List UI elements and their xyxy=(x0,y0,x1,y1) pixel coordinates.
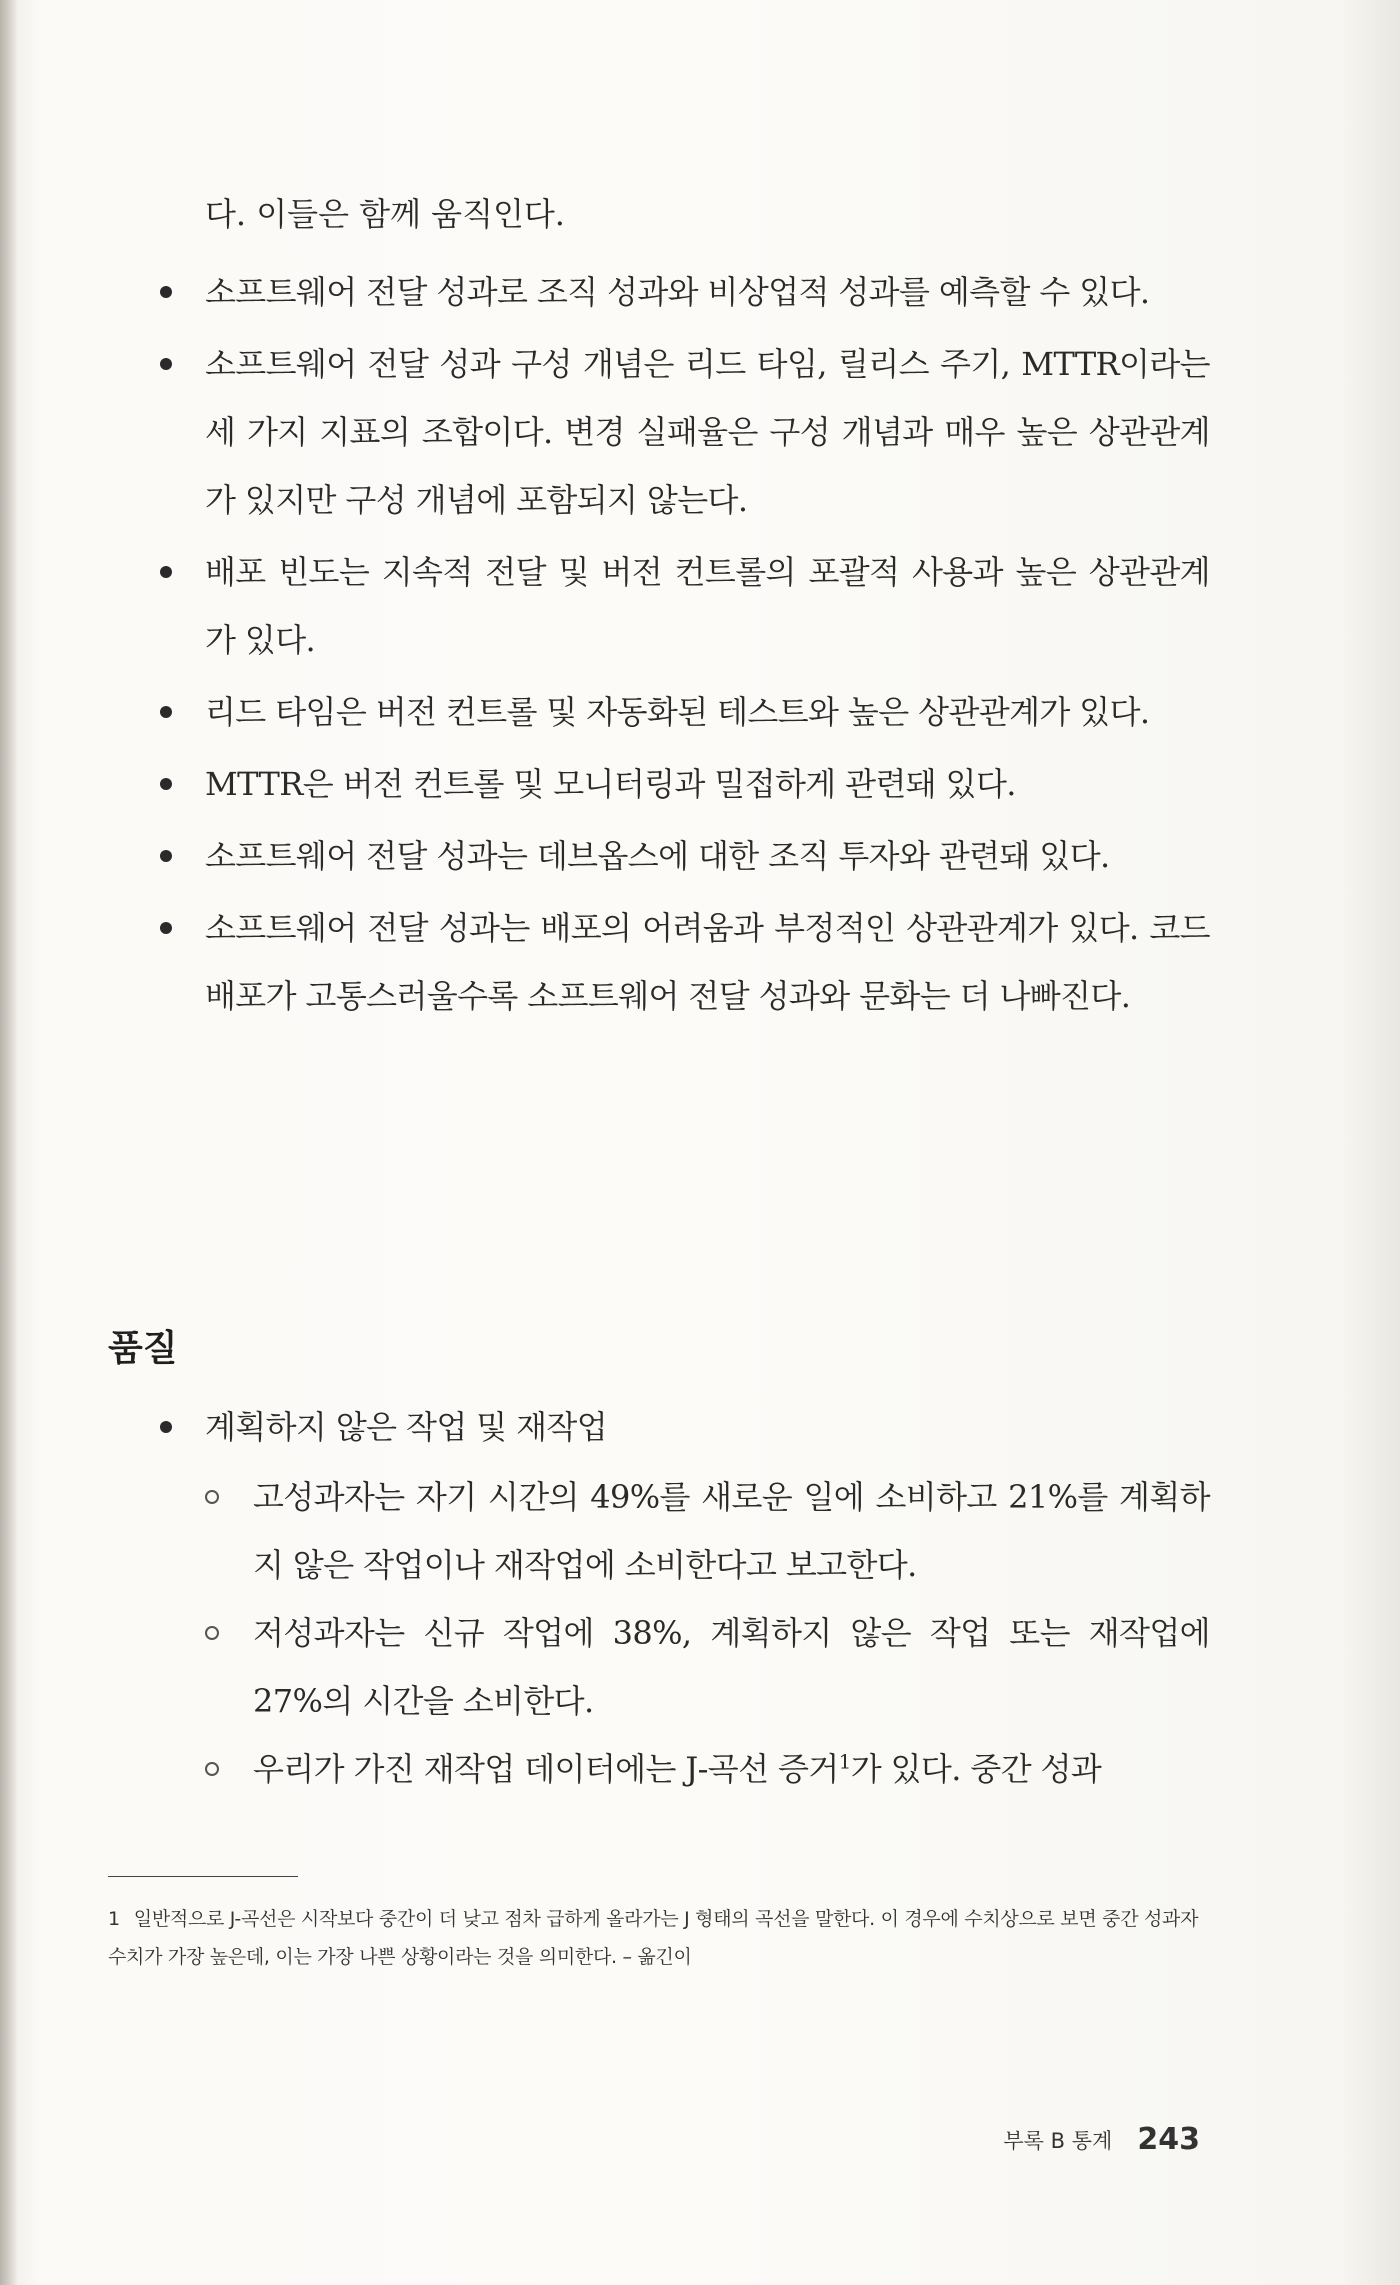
section-heading: 품질 xyxy=(108,1328,178,1369)
list-item xyxy=(150,822,1210,890)
footnote xyxy=(108,1900,1208,1976)
continuation-text: 다. 이들은 함께 움직인다. xyxy=(205,195,565,233)
bullet-dot-icon xyxy=(160,1421,172,1433)
bullet-dot-icon xyxy=(160,286,172,298)
sub-item-text-continued: 가 있다. 중간 성과 xyxy=(850,1750,1102,1788)
spine-shadow xyxy=(0,0,18,2285)
hollow-bullet-icon xyxy=(205,1626,219,1640)
bullet-text: 소프트웨어 전달 성과로 조직 성과와 비상업적 성과를 예측할 수 있다. xyxy=(205,273,1150,311)
quality-bullet-list xyxy=(150,1393,1210,1803)
bullet-text: 소프트웨어 전달 성과 구성 개념은 리드 타임, 릴리스 주기, MTTR이라는 세 가지 지표의 조합이다. 변경 실패율은 구성 개념과 매우 높은 상관관계가 있지만 구성 개념에 포함되지 않는다. xyxy=(205,345,1210,519)
bullet-text: 리드 타임은 버전 컨트롤 및 자동화된 테스트와 높은 상관관계가 있다. xyxy=(205,693,1150,731)
list-item xyxy=(150,678,1210,746)
hollow-bullet-icon xyxy=(205,1762,219,1776)
list-item xyxy=(150,538,1210,674)
sub-list-item xyxy=(205,1599,1210,1735)
list-item xyxy=(150,330,1210,534)
result-bullet-list xyxy=(150,258,1210,1030)
page-number: 243 xyxy=(1137,2122,1200,2157)
bullet-dot-icon xyxy=(160,358,172,370)
list-item xyxy=(150,750,1210,818)
sub-list-item xyxy=(205,1735,1210,1803)
list-item xyxy=(150,1393,1210,1803)
footnote-reference[interactable]: 1 xyxy=(838,1749,851,1774)
bullet-text: 계획하지 않은 작업 및 재작업 xyxy=(205,1408,608,1446)
bullet-dot-icon xyxy=(160,566,172,578)
footnote-text: 일반적으로 J-곡선은 시작보다 중간이 더 낮고 점차 급하게 올라가는 J 형태의 곡선을 말한다. 이 경우에 수치상으로 보면 중간 성과자 수치가 가장 높은데, 이는 가장 나쁜 상황이라는 것을 의미한다. – 옮긴이 xyxy=(108,1908,1199,1968)
bullet-dot-icon xyxy=(160,778,172,790)
sub-item-text: 고성과자는 자기 시간의 49%를 새로운 일에 소비하고 21%를 계획하지 않은 작업이나 재작업에 소비한다고 보고한다. xyxy=(253,1478,1210,1584)
bullet-dot-icon xyxy=(160,850,172,862)
list-item xyxy=(150,894,1210,1030)
footnote-number: 1 xyxy=(108,1908,120,1930)
hollow-bullet-icon xyxy=(205,1490,219,1504)
sub-list-item xyxy=(205,1463,1210,1599)
chapter-label: 부록 B 통계 xyxy=(1003,2128,1113,2153)
bullet-text: 배포 빈도는 지속적 전달 및 버전 컨트롤의 포괄적 사용과 높은 상관관계가 있다. xyxy=(205,553,1210,659)
sub-list xyxy=(205,1463,1210,1803)
bullet-dot-icon xyxy=(160,706,172,718)
bullet-text: 소프트웨어 전달 성과는 데브옵스에 대한 조직 투자와 관련돼 있다. xyxy=(205,837,1110,875)
list-item xyxy=(150,258,1210,326)
bullet-text: MTTR은 버전 컨트롤 및 모니터링과 밀접하게 관련돼 있다. xyxy=(205,765,1016,803)
sub-item-text: 저성과자는 신규 작업에 38%, 계획하지 않은 작업 또는 재작업에 27%의 시간을 소비한다. xyxy=(253,1614,1210,1720)
bullet-text: 소프트웨어 전달 성과는 배포의 어려움과 부정적인 상관관계가 있다. 코드 배포가 고통스러울수록 소프트웨어 전달 성과와 문화는 더 나빠진다. xyxy=(205,909,1210,1015)
bullet-dot-icon xyxy=(160,922,172,934)
running-footer xyxy=(1003,2122,1200,2157)
footnote-divider xyxy=(108,1876,298,1877)
sub-item-text: 우리가 가진 재작업 데이터에는 J-곡선 증거 xyxy=(253,1750,839,1788)
